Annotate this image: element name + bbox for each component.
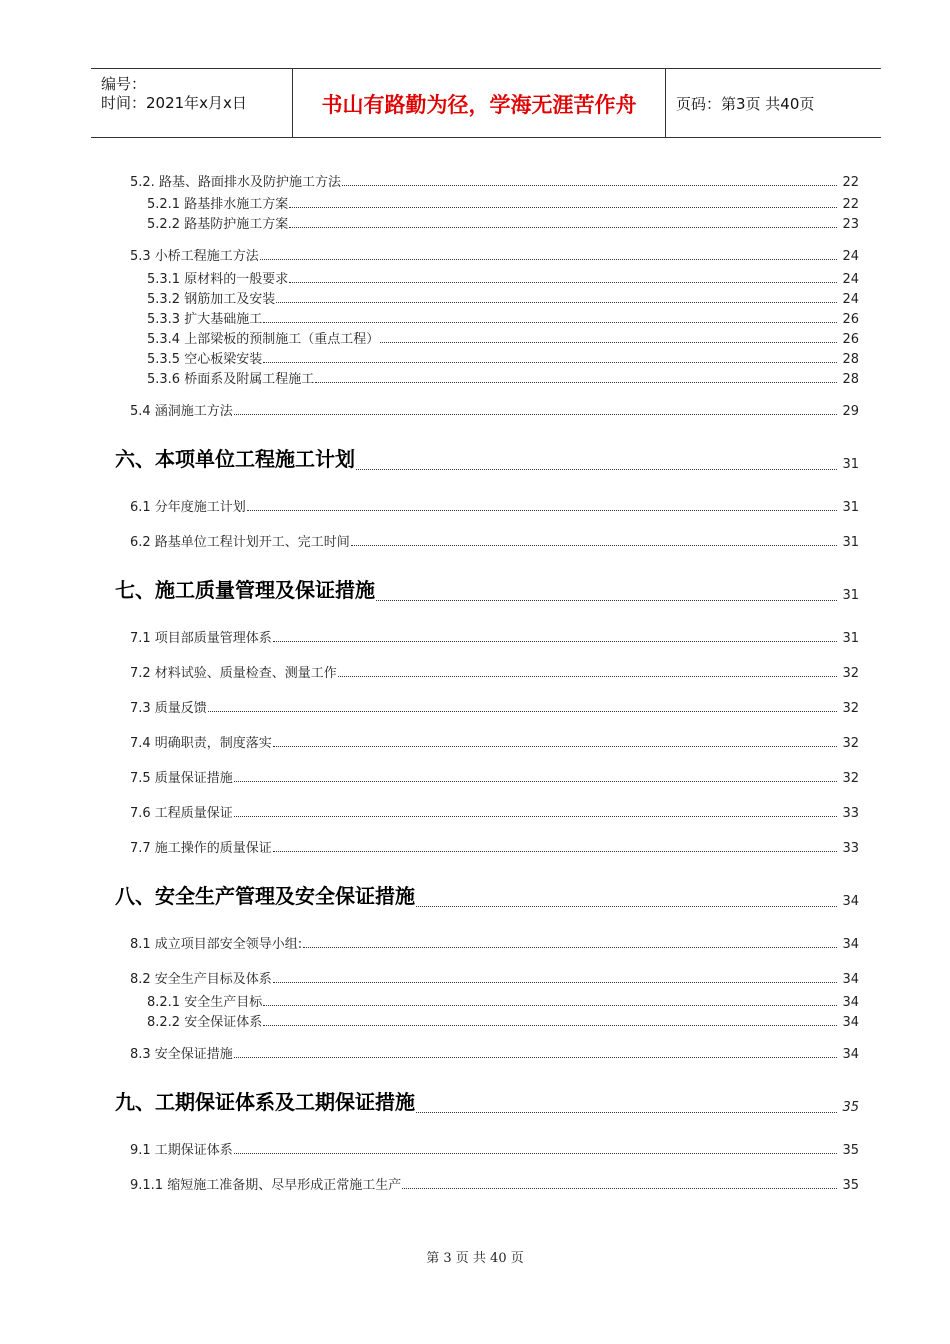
- toc-entry-label: 9.1 工期保证体系: [130, 1143, 233, 1158]
- toc-entry-page: 32: [842, 736, 859, 751]
- toc-entry[interactable]: [130, 967, 859, 987]
- toc-entry-label: 7.2 材料试验、质量检查、测量工作: [130, 666, 337, 681]
- toc-entry[interactable]: [130, 932, 859, 952]
- toc-entry[interactable]: [147, 212, 859, 232]
- toc-leader-dots: [234, 815, 837, 817]
- toc-entry[interactable]: [147, 307, 859, 327]
- toc-entry-page: 22: [842, 197, 859, 212]
- toc-leader-dots: [289, 226, 837, 228]
- toc-leader-dots: [263, 321, 837, 323]
- toc-entry-label: 7.7 施工操作的质量保证: [130, 841, 272, 856]
- toc-entry-label: 8.2.2 安全保证体系: [147, 1015, 263, 1030]
- toc-leader-dots: [208, 710, 837, 712]
- toc-entry[interactable]: [130, 696, 859, 716]
- toc-leader-dots: [234, 413, 837, 415]
- toc-leader-dots: [402, 1187, 837, 1189]
- toc-entry[interactable]: [130, 170, 859, 190]
- toc-entry-label: 7.5 质量保证措施: [130, 771, 233, 786]
- toc-entry-label: 5.3.1 原材料的一般要求: [147, 272, 289, 287]
- toc-chapter-entry[interactable]: [115, 575, 859, 605]
- toc-entry-page: 22: [842, 175, 859, 190]
- toc-entry[interactable]: [130, 836, 859, 856]
- toc-entry-page: 28: [842, 352, 859, 367]
- toc-leader-dots: [342, 184, 837, 186]
- toc-entry-label: 5.3.5 空心板梁安装: [147, 352, 263, 367]
- toc-entry[interactable]: [147, 990, 859, 1010]
- toc-entry-page: 33: [842, 806, 859, 821]
- header-middle-cell: [292, 69, 666, 137]
- header-right-cell: [666, 69, 881, 137]
- toc-leader-dots: [303, 946, 837, 948]
- toc-entry[interactable]: [130, 530, 859, 550]
- document-number-label: 编号：: [101, 75, 147, 93]
- toc-entry-page: 26: [842, 332, 859, 347]
- toc-entry[interactable]: [130, 1138, 859, 1158]
- toc-entry-page: 31: [842, 457, 859, 472]
- toc-leader-dots: [273, 640, 837, 642]
- toc-entry-page: 29: [842, 404, 859, 419]
- toc-entry-page: 31: [842, 500, 859, 515]
- toc-leader-dots: [234, 1056, 837, 1058]
- toc-leader-dots: [234, 780, 837, 782]
- toc-leader-dots: [380, 341, 837, 343]
- toc-entry-page: 33: [842, 841, 859, 856]
- toc-entry-label: 5.3.2 钢筋加工及安装: [147, 292, 276, 307]
- toc-chapter-entry[interactable]: [115, 1087, 859, 1117]
- toc-entry[interactable]: [130, 244, 859, 264]
- toc-entry-page: 31: [842, 588, 859, 603]
- toc-entry-label: 7.3 质量反馈: [130, 701, 207, 716]
- toc-entry-page: 35: [842, 1100, 859, 1115]
- toc-leader-dots: [351, 544, 837, 546]
- toc-leader-dots: [247, 509, 837, 511]
- toc-entry[interactable]: [130, 399, 859, 419]
- toc-entry[interactable]: [147, 267, 859, 287]
- toc-chapter-label: 九、工期保证体系及工期保证措施: [115, 1090, 415, 1114]
- toc-entry-label: 8.1 成立项目部安全领导小组:: [130, 937, 303, 952]
- toc-entry-page: 28: [842, 372, 859, 387]
- toc-entry[interactable]: [130, 661, 859, 681]
- toc-entry[interactable]: [147, 347, 859, 367]
- toc-entry-label: 5.2.1 路基排水施工方案: [147, 197, 289, 212]
- toc-entry-page: 34: [842, 995, 859, 1010]
- toc-entry-label: 5.4 涵洞施工方法: [130, 404, 233, 419]
- header-page-info: 页码：第3页 共40页: [676, 95, 815, 113]
- toc-entry-page: 24: [842, 272, 859, 287]
- toc-entry[interactable]: [147, 327, 859, 347]
- toc-entry-page: 31: [842, 535, 859, 550]
- toc-chapter-label: 八、安全生产管理及安全保证措施: [115, 884, 415, 908]
- toc-entry-page: 26: [842, 312, 859, 327]
- toc-entry-label: 8.2 安全生产目标及体系: [130, 972, 272, 987]
- toc-entry-page: 34: [842, 937, 859, 952]
- toc-leader-dots: [338, 675, 837, 677]
- toc-leader-dots: [416, 905, 837, 907]
- toc-entry-label: 5.3.3 扩大基础施工: [147, 312, 263, 327]
- toc-entry-label: 5.3 小桥工程施工方法: [130, 249, 259, 264]
- header-left-cell: [91, 69, 292, 137]
- toc-entry-page: 32: [842, 701, 859, 716]
- toc-entry[interactable]: [130, 495, 859, 515]
- toc-entry-page: 32: [842, 666, 859, 681]
- toc-entry-page: 35: [842, 1143, 859, 1158]
- toc-entry[interactable]: [147, 192, 859, 212]
- toc-leader-dots: [416, 1111, 837, 1113]
- toc-entry-label: 7.4 明确职责，制度落实: [130, 736, 272, 751]
- toc-entry-label: 8.2.1 安全生产目标: [147, 995, 263, 1010]
- toc-chapter-entry[interactable]: [115, 444, 859, 474]
- toc-entry-page: 34: [842, 1047, 859, 1062]
- toc-entry-label: 9.1.1 缩短施工准备期、尽早形成正常施工生产: [130, 1178, 402, 1193]
- toc-leader-dots: [273, 981, 837, 983]
- toc-leader-dots: [376, 599, 837, 601]
- toc-entry-page: 24: [842, 292, 859, 307]
- toc-leader-dots: [263, 1004, 837, 1006]
- toc-leader-dots: [263, 361, 837, 363]
- toc-leader-dots: [289, 281, 837, 283]
- toc-entry[interactable]: [130, 766, 859, 786]
- toc-entry-label: 8.3 安全保证措施: [130, 1047, 233, 1062]
- toc-entry-label: 6.2 路基单位工程计划开工、完工时间: [130, 535, 350, 550]
- header-motto: 书山有路勤为径，学海无涯苦作舟: [321, 93, 637, 117]
- toc-entry-label: 5.3.6 桥面系及附属工程施工: [147, 372, 315, 387]
- page-footer: 第 3 页 共 40 页: [426, 1251, 524, 1266]
- toc-entry[interactable]: [130, 626, 859, 646]
- toc-entry-label: 5.2.2 路基防护施工方案: [147, 217, 289, 232]
- toc-entry-page: 24: [842, 249, 859, 264]
- toc-entry-page: 34: [842, 1015, 859, 1030]
- toc-chapter-label: 六、本项单位工程施工计划: [115, 447, 355, 471]
- toc-leader-dots: [273, 745, 837, 747]
- toc-entry-label: 5.2. 路基、路面排水及防护施工方法: [130, 175, 341, 190]
- toc-entry-page: 34: [842, 972, 859, 987]
- toc-entry[interactable]: [147, 1010, 859, 1030]
- toc-entry-page: 34: [842, 894, 859, 909]
- toc-entry[interactable]: [130, 1173, 859, 1193]
- toc-entry-label: 5.3.4 上部梁板的预制施工（重点工程）: [147, 332, 380, 347]
- toc-entry-label: 7.1 项目部质量管理体系: [130, 631, 272, 646]
- toc-leader-dots: [273, 850, 837, 852]
- toc-entry-label: 6.1 分年度施工计划: [130, 500, 246, 515]
- toc-entry[interactable]: [130, 801, 859, 821]
- document-time-label: 时间：2021年x月x日: [101, 94, 247, 112]
- toc-leader-dots: [356, 468, 837, 470]
- toc-leader-dots: [263, 1024, 837, 1026]
- toc-leader-dots: [234, 1152, 837, 1154]
- toc-chapter-label: 七、施工质量管理及保证措施: [115, 578, 375, 602]
- toc-leader-dots: [289, 206, 837, 208]
- page-header: [91, 68, 881, 138]
- toc-entry[interactable]: [130, 731, 859, 751]
- toc-leader-dots: [276, 301, 837, 303]
- toc-leader-dots: [315, 381, 837, 383]
- toc-entry-page: 31: [842, 631, 859, 646]
- toc-entry-page: 23: [842, 217, 859, 232]
- toc-entry[interactable]: [147, 367, 859, 387]
- toc-chapter-entry[interactable]: [115, 881, 859, 911]
- toc-entry[interactable]: [147, 287, 859, 307]
- toc-entry-label: 7.6 工程质量保证: [130, 806, 233, 821]
- toc-leader-dots: [260, 258, 837, 260]
- toc-entry-page: 32: [842, 771, 859, 786]
- toc-entry[interactable]: [130, 1042, 859, 1062]
- toc-entry-page: 35: [842, 1178, 859, 1193]
